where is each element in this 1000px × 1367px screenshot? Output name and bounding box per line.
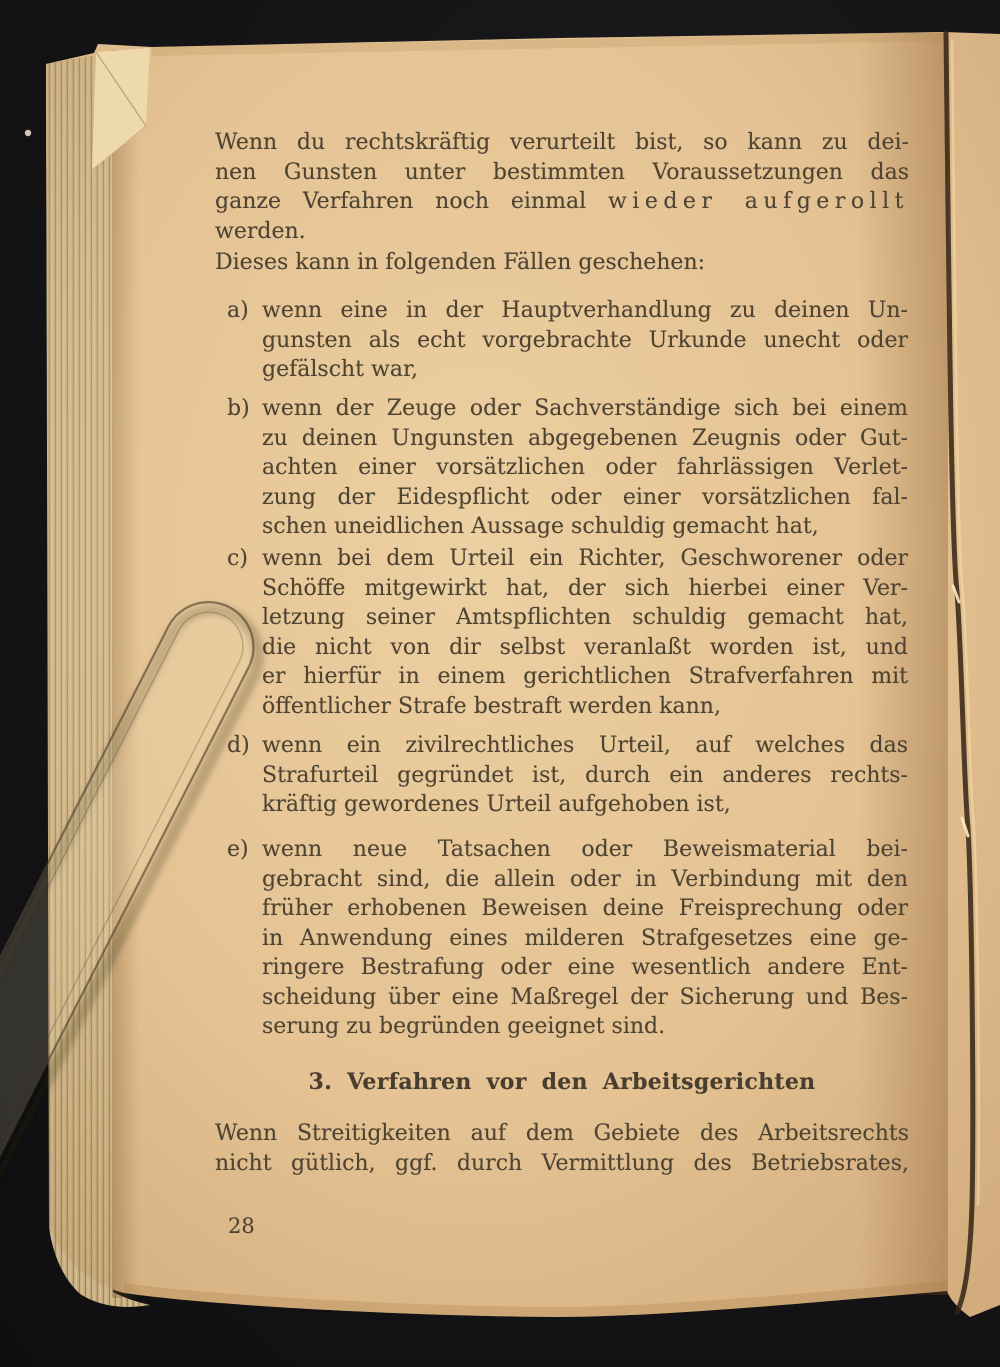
text-line: gunsten als echt vorgebrachte Urkunde unecht oder <box>262 327 908 353</box>
text-line: wenn bei dem Urteil ein Richter, Geschworener oder <box>262 546 908 571</box>
list-marker: a) <box>227 298 249 323</box>
text-line: Strafurteil gegründet ist, durch ein anderes rechts- <box>262 762 908 788</box>
list-item-a <box>215 296 909 385</box>
text-line: Schöffe mitgewirkt hat, der sich hierbei einer Ver- <box>262 575 908 601</box>
text-line: kräftig gewordenes Urteil aufgehoben ist, <box>262 792 731 817</box>
text-line: achten einer vorsätzlichen oder fahrlässigen Verlet- <box>262 455 908 480</box>
text-line: serung zu begründen geeignet sind. <box>262 1014 666 1039</box>
text-line: gebracht sind, die allein oder in Verbindung mit den <box>262 866 908 892</box>
list-item-e <box>215 835 909 1042</box>
page-text <box>215 0 909 1367</box>
paragraph-arbeitsgerichte <box>215 1119 909 1178</box>
text-line: letzung seiner Amtspflichten schuldig gemacht hat, <box>262 605 908 630</box>
text-line: gefälscht war, <box>262 357 419 382</box>
paragraph-retrial-intro <box>215 128 909 246</box>
text-line: ringere Bestrafung oder eine wesentlich andere Ent- <box>262 955 908 980</box>
text-line: Wenn du rechtskräftig verurteilt bist, so kann zu dei- <box>215 130 909 155</box>
paragraph-cases-intro: Dieses kann in folgenden Fällen geschehen: <box>215 250 706 275</box>
text-line: zung der Eidespflicht oder einer vorsätzlichen fal- <box>262 484 908 510</box>
text-line: wenn der Zeuge oder Sachverständige sich bei einem <box>262 396 908 421</box>
list-marker: c) <box>227 546 248 571</box>
text-line: ganze Verfahren noch einmal wieder aufgerollt <box>215 189 909 214</box>
list-marker: e) <box>227 837 249 862</box>
list-marker: b) <box>227 396 250 421</box>
text-line: wenn neue Tatsachen oder Beweismaterial bei- <box>262 837 908 862</box>
text-line: nen Gunsten unter bestimmten Voraussetzungen das <box>215 159 909 185</box>
letterspaced-emphasis: wieder aufgerollt <box>607 189 909 214</box>
text-line: schen uneidlichen Aussage schuldig gemacht hat, <box>262 514 819 539</box>
text-line: Wenn Streitigkeiten auf dem Gebiete des Arbeitsrechts <box>215 1121 909 1146</box>
text-line: werden. <box>215 218 306 244</box>
section-heading: 3. Verfahren vor den Arbeitsgerichten <box>308 1069 816 1095</box>
text-line: nicht gütlich, ggf. durch Vermittlung des Betriebsrates, <box>215 1150 909 1176</box>
page-number: 28 <box>228 1214 255 1238</box>
text-line: wenn ein zivilrechtliches Urteil, auf welches das <box>262 733 908 758</box>
text-line: die nicht von dir selbst veranlaßt worden ist, und <box>262 634 908 660</box>
text-line: scheidung über eine Maßregel der Sicherung und Bes- <box>262 984 908 1010</box>
text-line: früher erhobenen Beweisen deine Freisprechung oder <box>262 896 908 921</box>
list-item-c <box>215 544 909 721</box>
text-line: wenn eine in der Hauptverhandlung zu deinen Un- <box>262 298 908 323</box>
list-marker: d) <box>227 733 250 758</box>
text-line: öffentlicher Strafe bestraft werden kann, <box>262 693 721 719</box>
text-line: zu deinen Ungunsten abgegebenen Zeugnis oder Gut- <box>262 425 908 451</box>
list-item-b <box>215 394 909 542</box>
text-line: in Anwendung eines milderen Strafgesetzes eine ge- <box>262 925 908 951</box>
text-line: er hierfür in einem gerichtlichen Strafverfahren mit <box>262 664 908 689</box>
list-item-d <box>215 731 909 820</box>
